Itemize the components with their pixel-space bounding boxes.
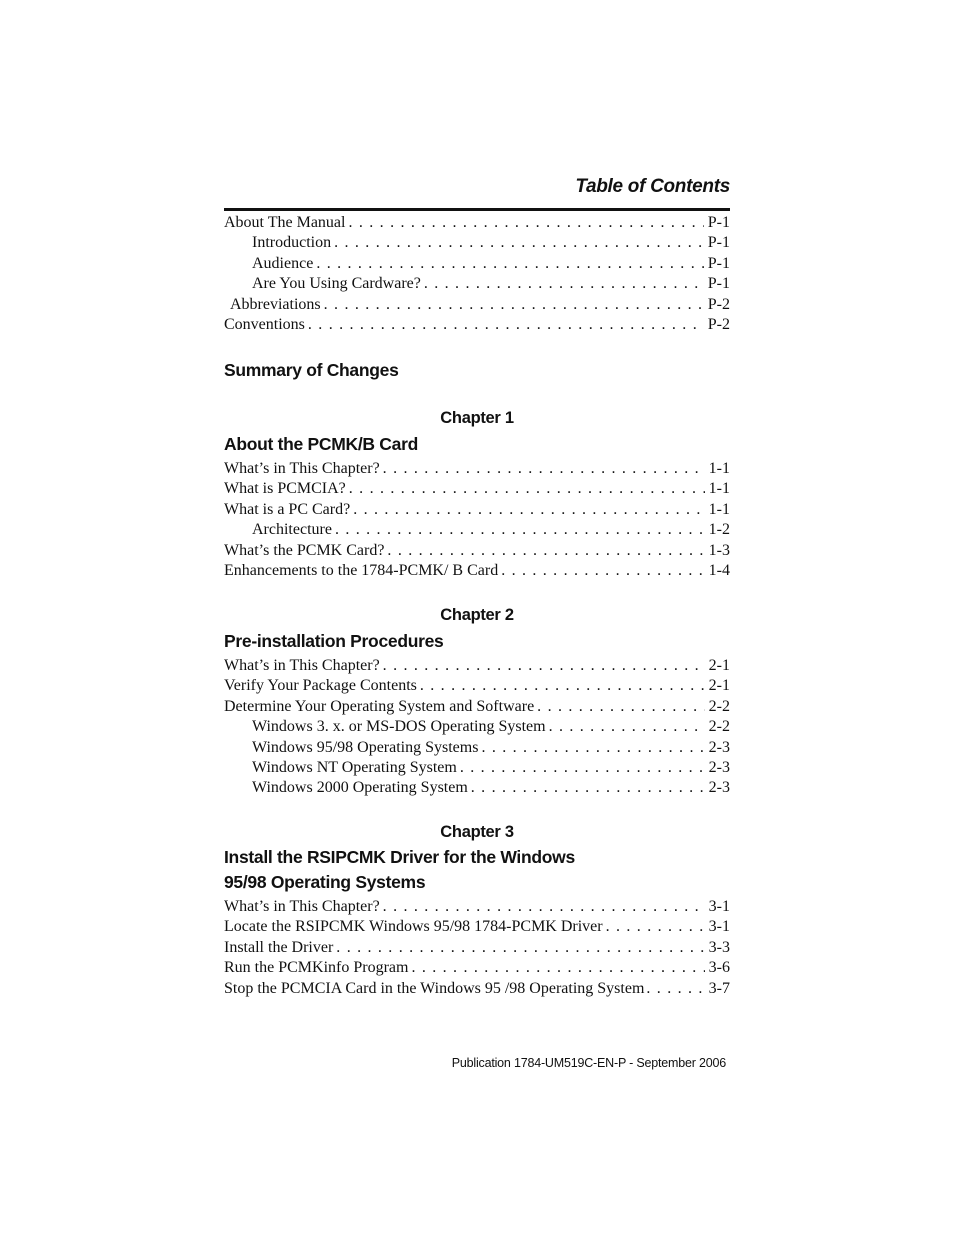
toc-entry[interactable]: Windows 2000 Operating System . . . 2-3 <box>224 778 730 798</box>
chapter-title[interactable]: Pre-installation Procedures <box>224 631 444 651</box>
toc-entry[interactable]: Locate the RSIPCMK Windows 95/98 1784-PCMK Driver . . . 3-1 <box>224 917 730 937</box>
toc-entry[interactable]: What’s in This Chapter? . . . 3-1 <box>224 897 730 917</box>
toc-entry[interactable]: What is PCMCIA? . . . 1-1 <box>224 479 730 499</box>
chapter-title[interactable]: About the PCMK/B Card <box>224 434 418 454</box>
toc-entry[interactable]: Windows NT Operating System . . . 2-3 <box>224 758 730 778</box>
toc-entry[interactable]: Verify Your Package Contents . . . 2-1 <box>224 676 730 696</box>
toc-entry[interactable]: What’s the PCMK Card? . . . 1-3 <box>224 541 730 561</box>
toc-entry[interactable]: Stop the PCMCIA Card in the Windows 95 /98 Operating System . . . 3-7 <box>224 979 730 999</box>
toc-entry[interactable]: Architecture . . . 1-2 <box>224 520 730 540</box>
publication-footer: Publication 1784-UM519C-EN-P - September 2006 <box>451 1056 726 1070</box>
toc-entry[interactable]: Determine Your Operating System and Software . . . 2-2 <box>224 697 730 717</box>
title-rule <box>224 208 730 211</box>
chapter-label: Chapter 2 <box>440 606 514 624</box>
chapter-2-entries <box>224 656 730 799</box>
toc-entry[interactable]: What is a PC Card? . . . 1-1 <box>224 500 730 520</box>
toc-entry[interactable]: Conventions . . . P-2 <box>224 315 730 335</box>
chapter-1-entries <box>224 459 730 581</box>
chapter-title[interactable]: Install the RSIPCMK Driver for the Windows <box>224 847 575 867</box>
toc-entry[interactable]: Audience . . . P-1 <box>224 254 730 274</box>
toc-entry[interactable]: Enhancements to the 1784-PCMK/ B Card . . . 1-4 <box>224 561 730 581</box>
summary-heading[interactable]: Summary of Changes <box>224 360 399 380</box>
toc-entry[interactable]: Run the PCMKinfo Program . . . 3-6 <box>224 958 730 978</box>
chapter-label: Chapter 3 <box>440 823 514 841</box>
chapter-label: Chapter 1 <box>440 409 514 427</box>
toc-entry[interactable]: Windows 3. x. or MS-DOS Operating System . . . 2-2 <box>224 717 730 737</box>
preface-section <box>224 213 730 335</box>
toc-entry[interactable]: Install the Driver . . . 3-3 <box>224 938 730 958</box>
toc-entry[interactable]: Are You Using Cardware? . . . P-1 <box>224 274 730 294</box>
page-title: Table of Contents <box>575 176 730 197</box>
chapter-title-continued[interactable]: 95/98 Operating Systems <box>224 872 426 892</box>
toc-entry[interactable]: What’s in This Chapter? . . . 1-1 <box>224 459 730 479</box>
toc-entry[interactable]: About The Manual . . . P-1 <box>224 213 730 233</box>
chapter-3-entries <box>224 897 730 999</box>
toc-entry[interactable]: Introduction . . . P-1 <box>224 233 730 253</box>
toc-entry[interactable]: Abbreviations . . . P-2 <box>224 295 730 315</box>
toc-entry[interactable]: What’s in This Chapter? . . . 2-1 <box>224 656 730 676</box>
toc-entry[interactable]: Windows 95/98 Operating Systems . . . 2-3 <box>224 738 730 758</box>
